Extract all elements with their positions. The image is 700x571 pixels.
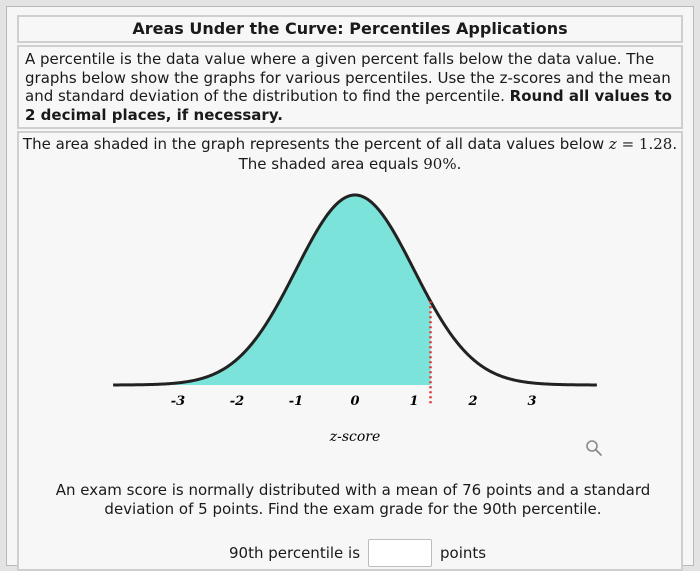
instructions	[17, 45, 683, 129]
instructions-text: A percentile is the data value where a given percent falls below the data value. The graphs below show the graphs for various percentiles. Use the z-scores and the mean and standard deviation of the distribution to find the percentile.	[25, 50, 671, 105]
x-axis-label: z-score	[329, 429, 381, 445]
magnify-icon[interactable]	[585, 439, 603, 457]
title-text: Areas Under the Curve: Percentiles Applications	[132, 19, 568, 38]
answer-label: 90th percentile is	[229, 544, 361, 562]
graph-description-line1: The area shaded in the graph represents the percent of all data values below z = 1.28.	[22, 135, 678, 153]
x-tick-label: -1	[288, 394, 304, 409]
shaded-area	[113, 195, 430, 385]
x-tick-label: 0	[350, 394, 360, 409]
answer-row	[229, 536, 486, 570]
x-tick-label: 1	[409, 394, 419, 409]
z-symbol: z	[608, 135, 617, 153]
x-tick-label: 2	[468, 394, 478, 409]
answer-unit: points	[440, 544, 487, 562]
graph-description-line2: The shaded area equals 90%.	[238, 155, 462, 173]
question-panel	[6, 6, 694, 566]
x-tick-label: -3	[170, 394, 186, 409]
instructions-bold: Round all values to 2 decimal places, if necessary.	[25, 87, 672, 124]
graph-section	[17, 131, 683, 571]
x-tick-label: 3	[527, 394, 537, 409]
percentile-answer-input[interactable]	[368, 539, 432, 567]
x-tick-label: -2	[229, 394, 245, 409]
z-value: 1.28	[638, 135, 673, 153]
shaded-percent: 90%	[423, 155, 457, 173]
problem-text: An exam score is normally distributed with a mean of 76 points and a standard deviation of 5 points. Find the exam grade for the 90th percentile.	[55, 481, 651, 518]
question-title	[17, 15, 683, 43]
